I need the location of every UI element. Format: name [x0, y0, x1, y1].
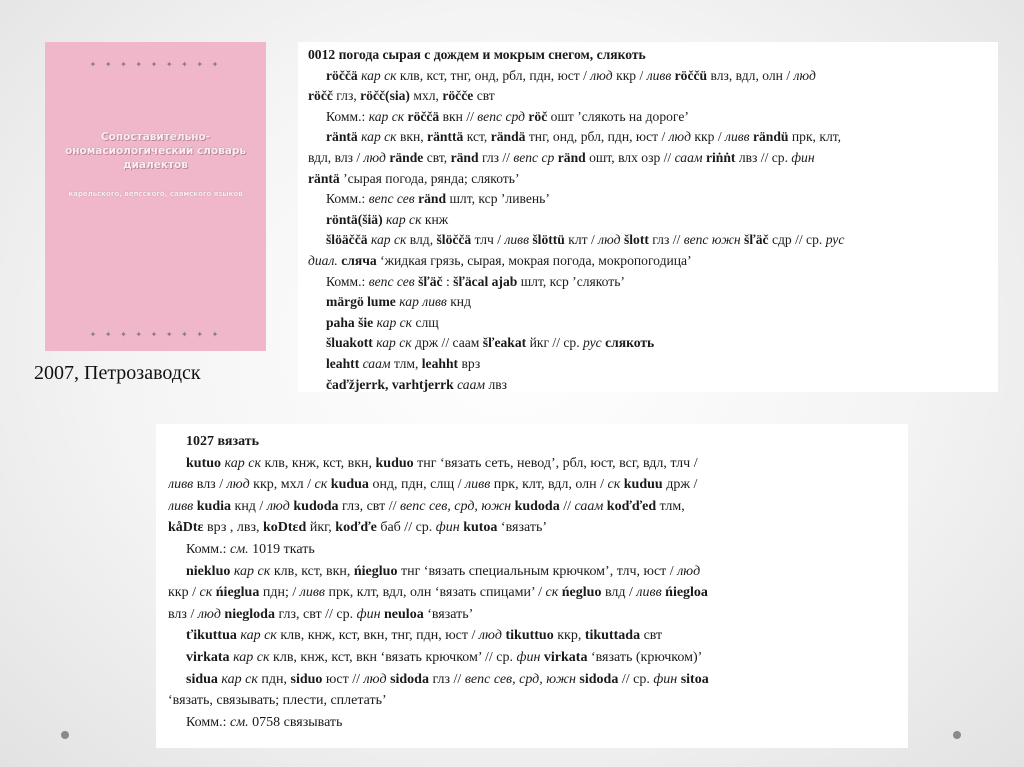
- entry-text: ливв: [504, 232, 533, 248]
- entry-text: слякоть: [605, 335, 655, 351]
- entry-text: тлч /: [474, 232, 505, 248]
- entry-line: [168, 582, 896, 604]
- entry-text: ‘жидкая грязь, сырая, мокрая погода, мокропогодица’: [380, 252, 692, 268]
- entry-text: люд: [793, 67, 816, 83]
- entry-text: ränd: [450, 149, 482, 165]
- entry-text: рус: [825, 232, 845, 248]
- entry-text: //: [563, 498, 575, 514]
- entry-text: свт,: [426, 149, 451, 165]
- dictionary-entry-0012: [298, 42, 998, 392]
- entry-text: Комм.:: [326, 108, 369, 124]
- entry-text: вепс сев: [368, 273, 419, 289]
- entry-text: кар ск: [240, 628, 281, 644]
- entry-text: кст,: [466, 129, 491, 145]
- entry-text: ‘вязать’: [500, 520, 547, 536]
- entry-text: вепс южн: [683, 232, 745, 248]
- entry-line: [168, 712, 896, 734]
- entry-text: 1027 вязать: [186, 434, 259, 449]
- entry-text: Комм.:: [326, 191, 369, 207]
- entry-text: tikuttada: [584, 628, 644, 644]
- entry-text: влд /: [604, 585, 637, 601]
- entry-text: sidua: [186, 671, 222, 687]
- entry-text: ливв: [299, 585, 329, 601]
- entry-text: ńiegluo: [353, 563, 401, 579]
- entry-text: siduo: [290, 671, 326, 687]
- prev-slide-dot[interactable]: [61, 731, 69, 739]
- entry-text: држ /: [666, 477, 698, 493]
- entry-text: rände: [389, 149, 427, 165]
- entry-text: люд: [226, 477, 254, 493]
- entry-text: Комм.:: [326, 273, 369, 289]
- entry-text: rändä: [490, 129, 529, 145]
- entry-text: клт /: [568, 232, 599, 248]
- entry-text: čaďžjerrk, varhtjerrk: [326, 376, 458, 392]
- entry-text: вкн //: [442, 108, 478, 124]
- entry-text: тнг, онд, рбл, пдн, юст /: [528, 129, 669, 145]
- entry-text: koďďed: [606, 498, 660, 514]
- entry-text: ‘вязать, связывать; плести, сплетать’: [168, 693, 387, 709]
- entry-text: ошт ’слякоть на дороге’: [550, 108, 689, 124]
- entry-text: ккр /: [694, 129, 726, 145]
- entry-text: врз , лвз,: [207, 520, 263, 536]
- entry-text: röntä(šiä): [326, 211, 387, 227]
- entry-text: см.: [229, 714, 253, 730]
- cover-ornament-top: ✦ ✦ ✦ ✦ ✦ ✦ ✦ ✦ ✦: [89, 60, 222, 69]
- entry-text: šlott: [623, 232, 653, 248]
- entry-line: [308, 107, 988, 128]
- entry-line: [168, 496, 896, 518]
- entry-text: баб // ср.: [380, 520, 436, 536]
- entry-text: прк, клт,: [791, 129, 842, 145]
- entry-text: räntä: [308, 170, 344, 186]
- entry-line: [308, 210, 988, 231]
- entry-text: кар ск: [221, 671, 262, 687]
- entry-text: kutuo: [186, 455, 225, 471]
- entry-text: šlöäččä: [326, 232, 371, 248]
- entry-text: йкг // ср.: [529, 335, 583, 351]
- entry-text: ränttä: [427, 129, 467, 145]
- entry-text: сляча: [341, 252, 381, 268]
- entry-text: кар ск: [370, 232, 410, 248]
- entry-text: саам: [574, 498, 607, 514]
- entry-text: röčče: [442, 88, 477, 104]
- entry-text: šľäcal ajab: [453, 273, 521, 289]
- entry-text: ńieglua: [215, 585, 263, 601]
- entry-text: фин: [516, 649, 544, 665]
- entry-text: // ср.: [621, 671, 654, 687]
- entry-text: сдр // ср.: [771, 232, 826, 248]
- entry-text: юст //: [325, 671, 364, 687]
- entry-text: фин: [653, 671, 681, 687]
- entry-text: см.: [229, 541, 253, 557]
- entry-text: вепс срд: [477, 108, 529, 124]
- entry-text: кар ск: [376, 314, 416, 330]
- entry-text: люд: [598, 232, 624, 248]
- entry-text: тнг ‘вязать сеть, невод’, рбл, юст, всг, вдл, тлч /: [417, 455, 698, 471]
- entry-text: глз, свт // ср.: [278, 606, 357, 622]
- entry-text: ск: [314, 477, 331, 493]
- entry-text: Комм.:: [186, 714, 230, 730]
- next-slide-dot[interactable]: [953, 731, 961, 739]
- entry-text: фин: [435, 520, 464, 536]
- entry-text: люд: [668, 129, 695, 145]
- entry-text: люд: [677, 563, 701, 579]
- entry-text: ränd: [418, 191, 450, 207]
- entry-text: sidoda: [390, 671, 433, 687]
- entry-text: röččä: [407, 108, 443, 124]
- entry-text: клв, кст, тнг, онд, рбл, пдн, юст /: [399, 67, 591, 83]
- entry-text: тлм,: [393, 355, 422, 371]
- entry-text: люд: [197, 606, 225, 622]
- entry-line: [168, 561, 896, 583]
- entry-text: вепс сев, срд, южн: [464, 671, 580, 687]
- entry-text: прк, клт, вдл, олн ‘вязать спицами’ /: [328, 585, 546, 601]
- entry-text: кар ск: [361, 129, 400, 145]
- entry-text: rändü: [752, 129, 792, 145]
- publication-caption: 2007, Петрозаводск: [34, 362, 201, 384]
- entry-text: niekluo: [186, 563, 234, 579]
- entry-text: глз, свт //: [342, 498, 400, 514]
- entry-text: ккр, мхл /: [253, 477, 315, 493]
- cover-title: Сопоставительно-ономасиологический словарь диалектов: [65, 131, 246, 171]
- entry-text: свт: [476, 88, 495, 104]
- entry-line: [308, 313, 988, 334]
- entry-text: влз, вдл, олн /: [710, 67, 794, 83]
- entry-text: саам: [362, 355, 394, 371]
- entry-text: koDtεd: [263, 520, 310, 536]
- entry-text: глз,: [336, 88, 361, 104]
- entry-text: kåDtε: [168, 520, 208, 536]
- entry-text: niegloda: [224, 606, 279, 622]
- entry-text: влз /: [196, 477, 227, 493]
- entry-text: šľäč: [744, 232, 772, 248]
- entry-text: sitoa: [680, 671, 709, 687]
- entry-text: саам: [674, 149, 706, 165]
- entry-text: räntä: [326, 129, 362, 145]
- entry-line: [308, 148, 988, 169]
- entry-text: кар ск: [224, 455, 265, 471]
- cover-subtitle: карельского, вепсского, саамского языков: [68, 190, 243, 198]
- entry-text: кар ск: [233, 563, 274, 579]
- entry-line: [308, 230, 988, 251]
- entry-text: paha šie: [326, 314, 377, 330]
- entry-line: [308, 169, 988, 190]
- entry-line: [308, 251, 988, 272]
- entry-text: глз //: [652, 232, 684, 248]
- entry-line: [308, 127, 988, 148]
- entry-text: кар ск: [233, 649, 274, 665]
- entry-text: люд: [478, 628, 506, 644]
- entry-text: ’сырая погода, рянда; слякоть’: [343, 170, 520, 186]
- entry-line: [168, 647, 896, 669]
- entry-text: клв, кнж, кст, вкн,: [264, 455, 376, 471]
- entry-text: шлт, кср ’ливень’: [449, 191, 550, 207]
- entry-line: [308, 66, 988, 87]
- entry-text: клв, кнж, кст, вкн, тнг, пдн, юст /: [280, 628, 479, 644]
- entry-line: [308, 189, 988, 210]
- entry-text: лвз // ср.: [738, 149, 792, 165]
- dictionary-entry-1027: [156, 424, 908, 748]
- entry-text: тлм,: [659, 498, 685, 514]
- entry-text: вепс сев: [368, 191, 419, 207]
- entry-text: држ // саам: [415, 335, 483, 351]
- entry-text: кар ск: [368, 108, 408, 124]
- entry-line: [308, 272, 988, 293]
- entry-text: kudoda: [514, 498, 564, 514]
- entry-text: kuduo: [375, 455, 418, 471]
- entry-text: ливв: [465, 477, 494, 493]
- entry-text: šluakott: [326, 335, 377, 351]
- entry-line: [168, 474, 896, 496]
- entry-text: свт: [643, 628, 663, 644]
- entry-text: kudua: [330, 477, 373, 493]
- entry-text: кар ск: [361, 67, 400, 83]
- entry-text: röč: [528, 108, 551, 124]
- entry-text: йкг,: [309, 520, 336, 536]
- entry-text: кар ск: [376, 335, 416, 351]
- entry-text: диал.: [308, 252, 342, 268]
- entry-text: ккр /: [168, 585, 200, 601]
- entry-line: [308, 354, 988, 375]
- entry-text: ск: [545, 585, 562, 601]
- entry-text: kuduu: [623, 477, 667, 493]
- entry-line: [168, 669, 896, 691]
- entry-text: лвз: [488, 376, 508, 392]
- entry-text: люд: [363, 671, 391, 687]
- entry-text: ошт, влх озр //: [589, 149, 675, 165]
- entry-text: leahtt: [326, 355, 363, 371]
- entry-text: šlöttü: [532, 232, 569, 248]
- entry-text: neuloa: [384, 606, 428, 622]
- entry-text: ливв: [168, 477, 197, 493]
- entry-text: koďďe: [335, 520, 381, 536]
- entry-text: märgö lume: [326, 294, 400, 310]
- entry-text: ‘вязать (крючком)’: [590, 649, 703, 665]
- entry-text: ťikuttua: [186, 628, 241, 644]
- entry-text: kudia: [196, 498, 235, 514]
- entry-text: фин: [356, 606, 385, 622]
- entry-text: röččä: [326, 67, 362, 83]
- entry-text: ккр /: [616, 67, 647, 83]
- entry-text: leahht: [421, 355, 462, 371]
- entry-text: вкн,: [399, 129, 428, 145]
- entry-text: ränd: [557, 149, 590, 165]
- entry-line: [168, 517, 896, 539]
- entry-line: [308, 375, 988, 396]
- entry-text: кнж: [424, 211, 449, 227]
- entry-text: ńegluo: [561, 585, 605, 601]
- entry-text: шлт, кср ’слякоть’: [520, 273, 625, 289]
- entry-text: ńiegloa: [665, 585, 708, 601]
- entry-text: вдл, влз /: [308, 149, 364, 165]
- entry-text: слщ: [415, 314, 439, 330]
- entry-text: ливв: [636, 585, 666, 601]
- entry-line: [168, 539, 896, 561]
- entry-line: [168, 625, 896, 647]
- entry-text: ‘вязать’: [427, 606, 474, 622]
- book-cover: [45, 42, 266, 351]
- entry-text: саам: [457, 376, 489, 392]
- entry-line: [308, 86, 988, 107]
- entry-text: вепс ср: [513, 149, 558, 165]
- entry-text: :: [442, 273, 454, 289]
- entry-text: влд,: [409, 232, 437, 248]
- entry-text: кар ливв: [399, 294, 451, 310]
- entry-text: kudoda: [293, 498, 343, 514]
- entry-text: ливв: [646, 67, 675, 83]
- entry-line: [168, 604, 896, 626]
- entry-line: [168, 453, 896, 475]
- entry-text: влз /: [168, 606, 198, 622]
- entry-text: клв, кнж, кст, вкн ‘вязать крючком’ // ср.: [273, 649, 517, 665]
- entry-text: люд: [590, 67, 617, 83]
- entry-text: глз //: [481, 149, 514, 165]
- entry-text: прк, клт, вдл, олн /: [493, 477, 608, 493]
- entry-line: [168, 431, 896, 453]
- entry-text: 0012 погода сырая с дождем и мокрым снегом, слякоть: [308, 47, 646, 62]
- entry-text: 1019 ткать: [252, 541, 315, 557]
- entry-text: рус: [583, 335, 606, 351]
- entry-text: virkata: [186, 649, 234, 665]
- entry-text: ск: [607, 477, 624, 493]
- entry-text: virkata: [543, 649, 591, 665]
- entry-line: [308, 45, 988, 66]
- entry-text: пдн,: [261, 671, 291, 687]
- entry-text: ккр,: [557, 628, 585, 644]
- entry-text: врз: [461, 355, 481, 371]
- entry-text: riṅṅt: [705, 149, 739, 165]
- entry-line: [168, 690, 896, 712]
- entry-line: [308, 292, 988, 313]
- entry-text: кнд /: [234, 498, 267, 514]
- entry-text: пдн; /: [262, 585, 300, 601]
- entry-text: Комм.:: [186, 541, 230, 557]
- entry-text: фин: [791, 149, 815, 165]
- entry-text: šľeakat: [482, 335, 530, 351]
- entry-text: мхл,: [413, 88, 443, 104]
- entry-line: [308, 333, 988, 354]
- entry-text: вепс сев, срд, южн: [399, 498, 515, 514]
- entry-text: люд: [363, 149, 390, 165]
- entry-text: šlöččä: [436, 232, 475, 248]
- entry-text: онд, пдн, слщ /: [372, 477, 466, 493]
- entry-text: šľäč: [418, 273, 443, 289]
- entry-text: röčč(sia): [360, 88, 414, 104]
- entry-text: клв, кст, вкн,: [273, 563, 354, 579]
- entry-text: глз //: [432, 671, 465, 687]
- entry-text: тнг ‘вязать специальным крючком’, тлч, юст /: [400, 563, 678, 579]
- entry-text: кнд: [450, 294, 471, 310]
- entry-text: kutoa: [463, 520, 501, 536]
- entry-text: tikuttuo: [505, 628, 558, 644]
- entry-text: кар ск: [386, 211, 425, 227]
- entry-text: röčč: [308, 88, 337, 104]
- entry-text: ск: [199, 585, 216, 601]
- entry-text: люд: [266, 498, 294, 514]
- entry-text: röččü: [674, 67, 711, 83]
- entry-text: ливв: [168, 498, 197, 514]
- entry-text: 0758 связывать: [252, 714, 343, 730]
- entry-text: ливв: [725, 129, 753, 145]
- cover-ornament-bottom: ✦ ✦ ✦ ✦ ✦ ✦ ✦ ✦ ✦: [89, 330, 222, 339]
- entry-text: sidoda: [579, 671, 622, 687]
